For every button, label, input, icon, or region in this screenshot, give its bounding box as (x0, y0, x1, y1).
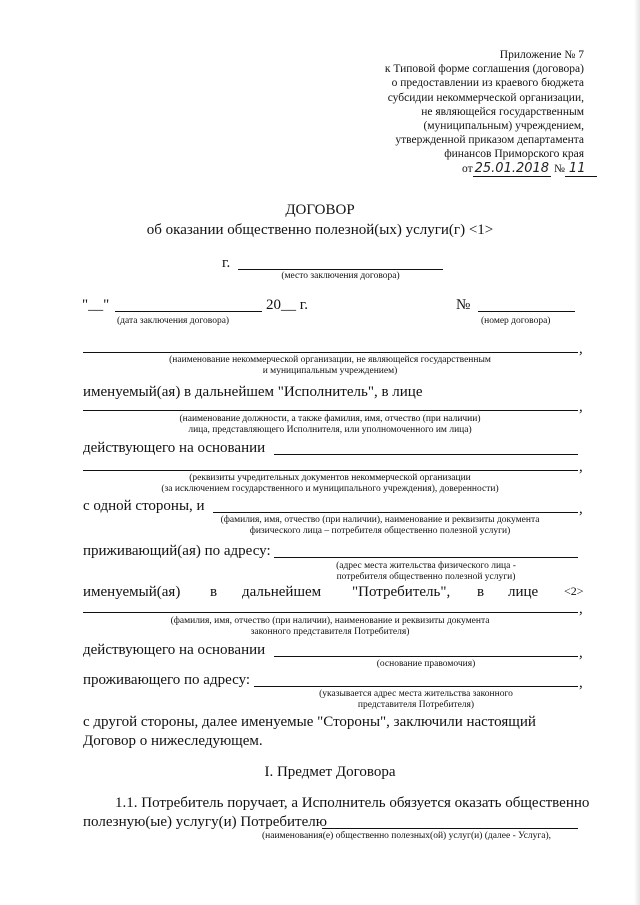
comma: , (579, 645, 583, 661)
comma: , (579, 459, 583, 475)
consumer-word: "Потребитель", (352, 584, 451, 600)
org-caption-line: и муниципальным учреждением) (262, 366, 398, 376)
handwritten-date: 25.01.2018 (474, 161, 550, 176)
consumer-word: дальнейшем (242, 584, 322, 600)
header-line: утвержденной приказом департамента (395, 134, 584, 147)
comma: , (579, 399, 583, 415)
residing-label-2: проживающего по адресу: (83, 672, 251, 688)
rep-caption-line: законного представителя Потребителя) (250, 627, 410, 637)
place-caption: (место заключения договора) (281, 271, 400, 281)
section-1-title: I. Предмет Договора (264, 764, 396, 780)
person-caption-line: физического лица – потребителя общественно полезной услуги) (249, 526, 511, 536)
rep-address-caption-line: (указывается адрес места жительства законного (319, 689, 513, 699)
header-line: к Типовой форме соглашения (договора) (384, 63, 584, 76)
service-name-underline (322, 828, 578, 829)
org-caption-line: (наименование некоммерческой организации, не являющейся государственным (169, 355, 491, 365)
acting-basis-label-2: действующего на основании (83, 642, 266, 658)
service-caption: (наименования(е) общественно полезных(ой) услуг(и) (далее - Услуга), (262, 831, 552, 841)
acting-basis-underline (274, 454, 578, 455)
position-caption-line: (наименование должности, а также фамилия, имя, отчество (при наличии) (179, 414, 481, 424)
rep-address-caption-line: представителя Потребителя) (357, 700, 475, 710)
contract-number-sign: № (456, 297, 471, 313)
address-caption-line: потребителя общественно полезной услуги) (336, 572, 516, 582)
address-caption-line: (адрес места жительства физического лица - (336, 561, 516, 571)
rep-address-caption (254, 689, 578, 711)
one-side-label: с одной стороны, и (83, 498, 205, 514)
page-edge-shadow (634, 0, 640, 905)
contract-number-caption: (номер договора) (481, 316, 551, 326)
executor-text: именуемый(ая) в дальнейшем "Исполнитель", в лице (83, 384, 423, 400)
comma: , (579, 341, 583, 357)
docs-caption (80, 473, 580, 495)
authority-caption: (основание правомочия) (376, 659, 476, 669)
place-prefix: г. (222, 255, 231, 271)
header-line: Приложение № 7 (499, 49, 584, 61)
place-underline (238, 269, 443, 270)
docs-caption-line: (реквизиты учредительных документов некоммерческой организации (189, 473, 471, 483)
rep-address-underline (254, 686, 578, 687)
date-underline (115, 311, 262, 312)
header-line: (муниципальным) учреждением, (423, 120, 584, 133)
header-line: финансов Приморского края (444, 148, 584, 161)
handwritten-number: 11 (565, 161, 598, 177)
clause-1-1-line-1: 1.1. Потребитель поручает, а Исполнитель обязуется оказать общественно (115, 795, 590, 811)
org-caption (80, 355, 580, 377)
docs-caption-line: (за исключением государственного и муниципального учреждения), доверенности) (161, 484, 499, 494)
consumer-word: именуемый(ая) (83, 584, 181, 600)
position-caption (80, 414, 580, 436)
address-underline (274, 557, 578, 558)
other-side-line-2: Договор о нижеследующем. (83, 733, 263, 749)
rep-caption-line: (фамилия, имя, отчество (при наличии), наименование и реквизиты документа (170, 616, 490, 626)
document-title: ДОГОВОР (285, 202, 355, 218)
address-caption (274, 561, 578, 583)
consumer-word: в (477, 584, 485, 600)
consumer-word: в (210, 584, 218, 600)
clause-1-1-line-2: полезную(ые) услугу(и) Потребителю (83, 814, 327, 830)
person-caption (180, 515, 580, 537)
residing-label: приживающий(ая) по адресу: (83, 543, 271, 559)
number-prefix: № (553, 163, 565, 175)
date-caption: (дата заключения договора) (117, 316, 230, 326)
contract-number-underline (478, 311, 575, 312)
position-caption-line: лица, представляющего Исполнителя, или уполномоченного им лица) (188, 425, 472, 435)
date-prefix: от (462, 163, 473, 175)
comma: , (579, 601, 583, 617)
header-line: субсидии некоммерческой организации, (387, 91, 584, 104)
header-date-row (462, 161, 597, 176)
comma: , (579, 675, 583, 691)
docs-underline (83, 470, 578, 471)
representative-underline (83, 612, 578, 613)
position-underline (83, 410, 578, 411)
other-side-line-1: с другой стороны, далее именуемые "Стороны", заключили настоящий (83, 714, 536, 730)
footnote-ref: <2> (564, 584, 584, 598)
header-line: о предоставлении из краевого бюджета (391, 77, 584, 90)
org-name-underline (83, 352, 578, 353)
acting-basis-label: действующего на основании (83, 440, 266, 456)
date-quote: "__" (82, 297, 110, 313)
rep-caption (80, 616, 580, 638)
authority-underline (274, 656, 578, 657)
appendix-header (385, 48, 584, 162)
header-line: не являющейся государственным (421, 105, 584, 118)
date-year: 20__ г. (266, 297, 308, 313)
document-subtitle: об оказании общественно полезной(ых) услуги(г) <1> (146, 222, 494, 238)
comma: , (579, 501, 583, 517)
person-caption-line: (фамилия, имя, отчество (при наличии), наименование и реквизиты документа (220, 515, 540, 525)
consumer-word: лице (508, 584, 539, 600)
person-underline (213, 512, 578, 513)
